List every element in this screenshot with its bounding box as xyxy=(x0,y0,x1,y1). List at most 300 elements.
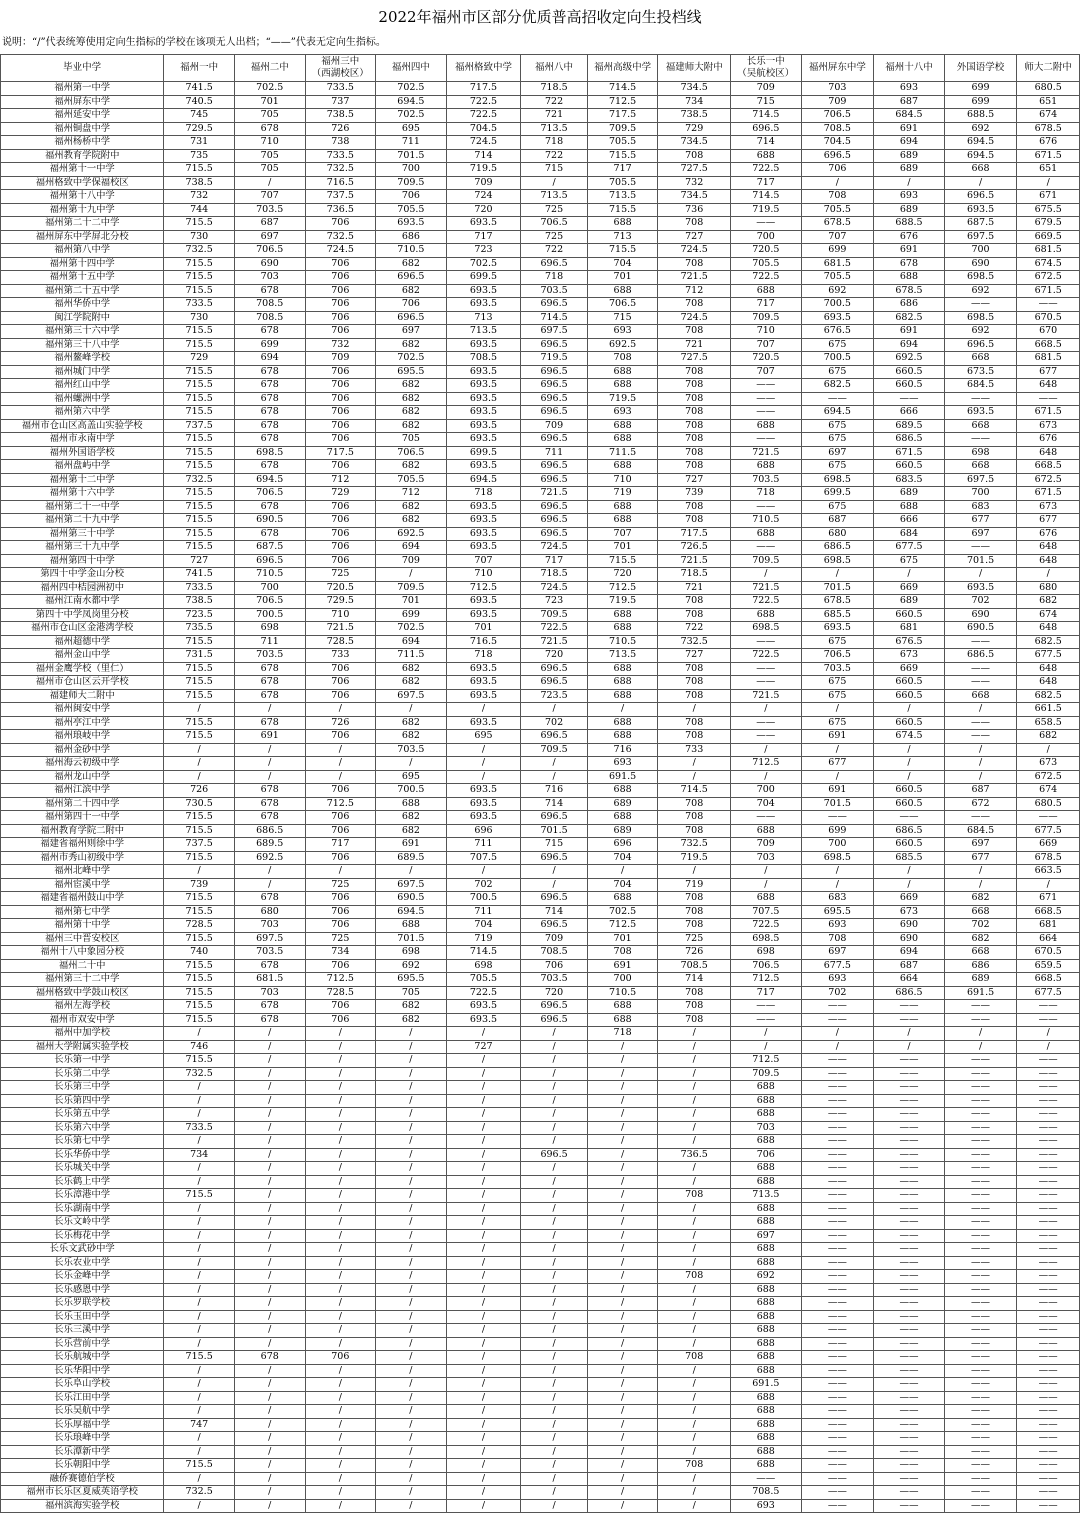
score-cell: 686.5 xyxy=(874,986,945,1000)
score-cell: 729.5 xyxy=(305,595,376,609)
table-row xyxy=(1,1027,1080,1041)
score-cell: 737 xyxy=(305,95,376,109)
school-name-cell: 福州市长乐区夏威英语学校 xyxy=(1,1486,164,1500)
score-cell: 696.5 xyxy=(944,190,1017,204)
school-name-cell: 福州闽安中学 xyxy=(1,703,164,717)
score-cell: —— xyxy=(944,1243,1017,1257)
score-cell: 692 xyxy=(944,284,1017,298)
column-header-target-school: 福州十八中 xyxy=(874,55,945,82)
score-cell: 701.5 xyxy=(801,797,874,811)
score-cell: 720 xyxy=(587,568,658,582)
score-cell: —— xyxy=(731,392,802,406)
score-cell: 700 xyxy=(731,784,802,798)
score-cell: —— xyxy=(944,1283,1017,1297)
score-cell: / xyxy=(376,1310,447,1324)
score-cell: / xyxy=(234,703,305,717)
score-cell: / xyxy=(521,1351,588,1365)
score-cell: 678 xyxy=(234,419,305,433)
school-name-cell: 第四十中学凤岗里分校 xyxy=(1,608,164,622)
score-cell: 693.5 xyxy=(446,595,521,609)
score-cell: 712 xyxy=(658,284,731,298)
score-cell: 693 xyxy=(731,1499,802,1513)
score-cell: / xyxy=(376,1351,447,1365)
score-cell: / xyxy=(658,1418,731,1432)
score-cell: —— xyxy=(731,433,802,447)
score-cell: 704.5 xyxy=(446,122,521,136)
score-cell: 697.5 xyxy=(376,878,447,892)
score-cell: 708 xyxy=(658,608,731,622)
score-cell: / xyxy=(658,1432,731,1446)
score-cell: 699.5 xyxy=(801,487,874,501)
score-cell: 715.5 xyxy=(164,392,235,406)
school-name-cell: 福州第十二中学 xyxy=(1,473,164,487)
score-cell: 714 xyxy=(731,136,802,150)
score-cell: 678 xyxy=(234,122,305,136)
score-cell: / xyxy=(376,1162,447,1176)
score-cell: 707 xyxy=(234,190,305,204)
school-name-cell: 福州第二十五中学 xyxy=(1,284,164,298)
score-cell: 688 xyxy=(587,730,658,744)
table-row xyxy=(1,1337,1080,1351)
score-cell: 738 xyxy=(305,136,376,150)
score-cell: 688 xyxy=(731,1081,802,1095)
table-row xyxy=(1,446,1080,460)
score-cell: 697 xyxy=(944,527,1017,541)
score-cell: 682.5 xyxy=(801,379,874,393)
score-cell: 706 xyxy=(801,163,874,177)
table-row xyxy=(1,811,1080,825)
score-cell: 733.5 xyxy=(305,149,376,163)
score-cell: —— xyxy=(874,1351,945,1365)
school-name-cell: 福州第三十二中学 xyxy=(1,973,164,987)
score-cell: 708 xyxy=(658,257,731,271)
score-cell: 718.5 xyxy=(521,82,588,96)
score-cell: / xyxy=(1017,743,1080,757)
score-cell: 687.5 xyxy=(234,541,305,555)
score-cell: 706 xyxy=(731,1148,802,1162)
score-cell: 721 xyxy=(658,338,731,352)
table-row xyxy=(1,149,1080,163)
score-cell: 715.5 xyxy=(164,689,235,703)
score-cell: 724 xyxy=(446,190,521,204)
score-cell: 703 xyxy=(234,919,305,933)
score-cell: / xyxy=(587,1391,658,1405)
score-cell: / xyxy=(587,1216,658,1230)
score-cell: 678 xyxy=(234,676,305,690)
school-name-cell: 闽江学院附中 xyxy=(1,311,164,325)
score-cell: / xyxy=(376,1108,447,1122)
table-row xyxy=(1,1067,1080,1081)
score-cell: 688 xyxy=(587,622,658,636)
score-cell: —— xyxy=(801,1486,874,1500)
score-cell: 713.5 xyxy=(731,1189,802,1203)
score-cell: 703 xyxy=(234,986,305,1000)
score-cell: / xyxy=(164,1094,235,1108)
score-cell: —— xyxy=(874,1243,945,1257)
score-cell: 708 xyxy=(658,905,731,919)
table-row xyxy=(1,1121,1080,1135)
score-cell: / xyxy=(234,1310,305,1324)
score-cell: 696.5 xyxy=(521,406,588,420)
score-cell: 688 xyxy=(731,149,802,163)
score-cell: 688 xyxy=(587,514,658,528)
score-cell: 733.5 xyxy=(305,82,376,96)
score-cell: 735.5 xyxy=(164,622,235,636)
score-cell: 708 xyxy=(658,892,731,906)
score-cell: 717 xyxy=(731,298,802,312)
score-cell: / xyxy=(446,1297,521,1311)
score-cell: 717.5 xyxy=(587,109,658,123)
score-cell: 675 xyxy=(801,500,874,514)
score-cell: —— xyxy=(1017,1243,1080,1257)
score-cell: —— xyxy=(1017,1067,1080,1081)
table-row xyxy=(1,932,1080,946)
score-cell: 693 xyxy=(587,406,658,420)
score-cell: 693.5 xyxy=(446,217,521,231)
score-cell: / xyxy=(446,1027,521,1041)
score-cell: —— xyxy=(801,1189,874,1203)
table-row xyxy=(1,919,1080,933)
score-cell: 721.5 xyxy=(305,622,376,636)
score-cell: / xyxy=(376,1364,447,1378)
score-cell: 693 xyxy=(587,325,658,339)
score-cell: 703 xyxy=(801,82,874,96)
score-cell: 698 xyxy=(731,946,802,960)
score-cell: / xyxy=(234,757,305,771)
score-cell: 666 xyxy=(874,406,945,420)
score-cell: 696.5 xyxy=(521,1013,588,1027)
school-name-cell: 福州市仓山区云开学校 xyxy=(1,676,164,690)
score-cell: 688 xyxy=(731,1364,802,1378)
score-cell: 727 xyxy=(658,473,731,487)
score-cell: / xyxy=(234,1270,305,1284)
score-cell: / xyxy=(658,1256,731,1270)
score-cell: 678 xyxy=(234,716,305,730)
score-cell: —— xyxy=(1017,1337,1080,1351)
score-cell: 673 xyxy=(874,649,945,663)
score-cell: 732.5 xyxy=(164,244,235,258)
score-cell: 696.5 xyxy=(801,149,874,163)
score-cell: —— xyxy=(874,1283,945,1297)
score-cell: 689.5 xyxy=(234,838,305,852)
score-cell: 690 xyxy=(944,257,1017,271)
score-cell: —— xyxy=(801,1351,874,1365)
score-cell: / xyxy=(376,1202,447,1216)
score-cell: 672.5 xyxy=(1017,770,1080,784)
score-cell: 671.5 xyxy=(874,446,945,460)
school-name-cell: 福州江南水都中学 xyxy=(1,595,164,609)
score-cell: 669 xyxy=(874,662,945,676)
column-header-target-school: 福州三中 （西湖校区） xyxy=(305,55,376,82)
score-cell: 709.5 xyxy=(521,743,588,757)
score-cell: / xyxy=(521,1364,588,1378)
score-cell: 687 xyxy=(944,784,1017,798)
score-cell: 702.5 xyxy=(446,257,521,271)
school-name-cell: 福州第二十九中学 xyxy=(1,514,164,528)
score-cell: 697.5 xyxy=(234,932,305,946)
table-row xyxy=(1,1229,1080,1243)
score-cell: / xyxy=(874,743,945,757)
score-cell: / xyxy=(587,1243,658,1257)
score-cell: / xyxy=(446,1094,521,1108)
score-cell: 688 xyxy=(587,433,658,447)
score-cell: 694.5 xyxy=(801,406,874,420)
table-row xyxy=(1,973,1080,987)
score-cell: 671.5 xyxy=(1017,406,1080,420)
school-name-cell: 福州海云初级中学 xyxy=(1,757,164,771)
score-cell: 706.5 xyxy=(234,595,305,609)
score-cell: / xyxy=(731,703,802,717)
table-row xyxy=(1,1081,1080,1095)
score-cell: 709.5 xyxy=(731,1067,802,1081)
score-cell: / xyxy=(164,1216,235,1230)
table-row xyxy=(1,298,1080,312)
score-cell: 694.5 xyxy=(376,95,447,109)
score-cell: 699.5 xyxy=(446,446,521,460)
score-cell: 700 xyxy=(944,487,1017,501)
score-cell: —— xyxy=(944,1135,1017,1149)
score-cell: 727 xyxy=(658,649,731,663)
score-cell: 678 xyxy=(234,662,305,676)
score-cell: / xyxy=(587,1405,658,1419)
score-cell: 708 xyxy=(658,986,731,1000)
score-cell: / xyxy=(658,1108,731,1122)
score-cell: 715 xyxy=(521,838,588,852)
score-cell: —— xyxy=(1017,1486,1080,1500)
score-cell: 693.5 xyxy=(446,514,521,528)
score-cell: 668.5 xyxy=(1017,338,1080,352)
table-row xyxy=(1,527,1080,541)
score-cell: / xyxy=(446,1459,521,1473)
score-cell: 682 xyxy=(1017,730,1080,744)
score-cell: / xyxy=(521,1405,588,1419)
score-cell: 678 xyxy=(234,460,305,474)
score-cell: 737.5 xyxy=(164,419,235,433)
table-row xyxy=(1,257,1080,271)
score-cell: 708 xyxy=(658,433,731,447)
score-cell: 710 xyxy=(305,608,376,622)
score-cell: 648 xyxy=(1017,622,1080,636)
school-name-cell: 长乐金峰中学 xyxy=(1,1270,164,1284)
score-cell: / xyxy=(801,743,874,757)
score-cell: 717 xyxy=(731,176,802,190)
score-cell: 696.5 xyxy=(521,392,588,406)
page-title: 2022年福州市区部分优质普高招收定向生投档线 xyxy=(378,8,702,26)
score-cell: 715.5 xyxy=(164,1189,235,1203)
score-cell: / xyxy=(164,770,235,784)
score-cell: 697 xyxy=(801,446,874,460)
score-cell: —— xyxy=(944,1256,1017,1270)
score-cell: / xyxy=(944,878,1017,892)
score-cell: 726.5 xyxy=(658,541,731,555)
score-cell: —— xyxy=(874,1013,945,1027)
score-cell: 715.5 xyxy=(164,892,235,906)
score-cell: 700 xyxy=(944,244,1017,258)
score-cell: —— xyxy=(944,1297,1017,1311)
score-cell: 681 xyxy=(874,622,945,636)
score-cell: / xyxy=(587,1351,658,1365)
table-body xyxy=(1,82,1080,1513)
score-cell: —— xyxy=(1017,1432,1080,1446)
score-cell: 692 xyxy=(376,959,447,973)
score-cell: 677 xyxy=(944,514,1017,528)
school-name-cell: 福州三中晋安校区 xyxy=(1,932,164,946)
score-cell: 688 xyxy=(376,919,447,933)
score-cell: 729 xyxy=(164,352,235,366)
score-cell: 708 xyxy=(658,406,731,420)
table-row xyxy=(1,1310,1080,1324)
score-cell: 678 xyxy=(234,959,305,973)
score-cell: 693.5 xyxy=(944,203,1017,217)
score-cell: —— xyxy=(1017,1472,1080,1486)
score-cell: / xyxy=(521,865,588,879)
score-cell: —— xyxy=(1017,1162,1080,1176)
score-cell: 708 xyxy=(658,919,731,933)
score-cell: 693.5 xyxy=(446,500,521,514)
score-cell: 730 xyxy=(164,230,235,244)
score-cell: 698 xyxy=(234,622,305,636)
score-cell: 702 xyxy=(521,716,588,730)
score-cell: 672 xyxy=(944,797,1017,811)
score-cell: 682 xyxy=(376,379,447,393)
table-row xyxy=(1,419,1080,433)
score-cell: / xyxy=(587,1472,658,1486)
score-cell: —— xyxy=(1017,1135,1080,1149)
score-cell: —— xyxy=(874,1175,945,1189)
score-cell: / xyxy=(658,865,731,879)
score-cell: 689.5 xyxy=(874,419,945,433)
score-cell: 695 xyxy=(446,730,521,744)
score-cell: 677.5 xyxy=(1017,649,1080,663)
score-cell: 720 xyxy=(446,203,521,217)
score-cell: 721.5 xyxy=(731,581,802,595)
school-name-cell: 福州格致中学保福校区 xyxy=(1,176,164,190)
score-cell: 708 xyxy=(658,500,731,514)
column-header-target-school: 福州二中 xyxy=(234,55,305,82)
score-cell: 717 xyxy=(446,230,521,244)
table-row xyxy=(1,581,1080,595)
score-cell: 706 xyxy=(305,325,376,339)
score-cell: 689 xyxy=(587,797,658,811)
score-cell: 689 xyxy=(944,973,1017,987)
score-cell: / xyxy=(376,1378,447,1392)
score-cell: 729.5 xyxy=(164,122,235,136)
school-name-cell: 福州市秀山初级中学 xyxy=(1,851,164,865)
score-cell: / xyxy=(587,1432,658,1446)
score-cell: / xyxy=(658,1445,731,1459)
score-cell: 706 xyxy=(305,433,376,447)
score-cell: 693.5 xyxy=(446,541,521,555)
score-cell: 713.5 xyxy=(446,325,521,339)
score-cell: 697 xyxy=(234,230,305,244)
table-row xyxy=(1,662,1080,676)
score-cell: 696.5 xyxy=(521,662,588,676)
score-cell: 715.5 xyxy=(164,446,235,460)
table-row xyxy=(1,1000,1080,1014)
score-cell: 688 xyxy=(731,1108,802,1122)
score-cell: 696.5 xyxy=(376,311,447,325)
score-cell: 708 xyxy=(587,352,658,366)
score-cell: 715.5 xyxy=(164,460,235,474)
table-row xyxy=(1,1108,1080,1122)
score-cell: 693.5 xyxy=(376,217,447,231)
score-cell: —— xyxy=(801,1337,874,1351)
score-cell: 673 xyxy=(1017,757,1080,771)
score-cell: / xyxy=(305,1094,376,1108)
score-cell: —— xyxy=(874,1486,945,1500)
score-cell: —— xyxy=(801,1013,874,1027)
score-cell: / xyxy=(446,1391,521,1405)
score-cell: / xyxy=(446,1364,521,1378)
score-cell: 688 xyxy=(587,892,658,906)
score-cell: / xyxy=(376,757,447,771)
table-row xyxy=(1,1351,1080,1365)
score-cell: / xyxy=(1017,878,1080,892)
score-cell: 675 xyxy=(801,338,874,352)
score-cell: —— xyxy=(1017,1202,1080,1216)
score-cell: 682 xyxy=(376,338,447,352)
score-cell: 706 xyxy=(305,500,376,514)
score-cell: 724.5 xyxy=(521,541,588,555)
score-cell: / xyxy=(234,1216,305,1230)
score-cell: / xyxy=(164,703,235,717)
score-cell: —— xyxy=(1017,1216,1080,1230)
score-cell: 648 xyxy=(1017,662,1080,676)
score-cell: 671.5 xyxy=(1017,149,1080,163)
score-cell: 675 xyxy=(874,554,945,568)
table-row xyxy=(1,95,1080,109)
score-cell: / xyxy=(658,1472,731,1486)
table-row xyxy=(1,703,1080,717)
table-row xyxy=(1,217,1080,231)
score-cell: —— xyxy=(874,1000,945,1014)
score-cell: 697 xyxy=(376,325,447,339)
score-cell: 694.5 xyxy=(234,473,305,487)
score-cell: 703.5 xyxy=(521,973,588,987)
score-cell: 660.5 xyxy=(874,784,945,798)
score-cell: / xyxy=(521,1459,588,1473)
score-cell: —— xyxy=(801,1000,874,1014)
score-cell: 732.5 xyxy=(658,635,731,649)
score-cell: / xyxy=(658,703,731,717)
table-row xyxy=(1,1486,1080,1500)
score-cell: 668 xyxy=(944,460,1017,474)
school-name-cell: 福州北峰中学 xyxy=(1,865,164,879)
column-header-target-school: 福州屏东中学 xyxy=(801,55,874,82)
score-cell: / xyxy=(587,1364,658,1378)
score-cell: 701.5 xyxy=(376,149,447,163)
score-cell: 733 xyxy=(658,743,731,757)
score-cell: 658.5 xyxy=(1017,716,1080,730)
score-cell: 648 xyxy=(1017,379,1080,393)
score-cell: 730.5 xyxy=(164,797,235,811)
score-cell: / xyxy=(376,703,447,717)
score-cell: 712.5 xyxy=(731,973,802,987)
table-row xyxy=(1,1499,1080,1513)
table-row xyxy=(1,730,1080,744)
score-cell: 705 xyxy=(234,109,305,123)
score-cell: 668 xyxy=(944,419,1017,433)
score-cell: 678 xyxy=(234,1013,305,1027)
score-cell: / xyxy=(521,1445,588,1459)
score-cell: / xyxy=(234,1297,305,1311)
score-cell: 693.5 xyxy=(446,608,521,622)
score-cell: / xyxy=(874,1027,945,1041)
score-cell: 708 xyxy=(658,716,731,730)
school-name-cell: 福州金鹰学校（里仁） xyxy=(1,662,164,676)
school-name-cell: 福州第二十二中学 xyxy=(1,217,164,231)
table-row xyxy=(1,1418,1080,1432)
